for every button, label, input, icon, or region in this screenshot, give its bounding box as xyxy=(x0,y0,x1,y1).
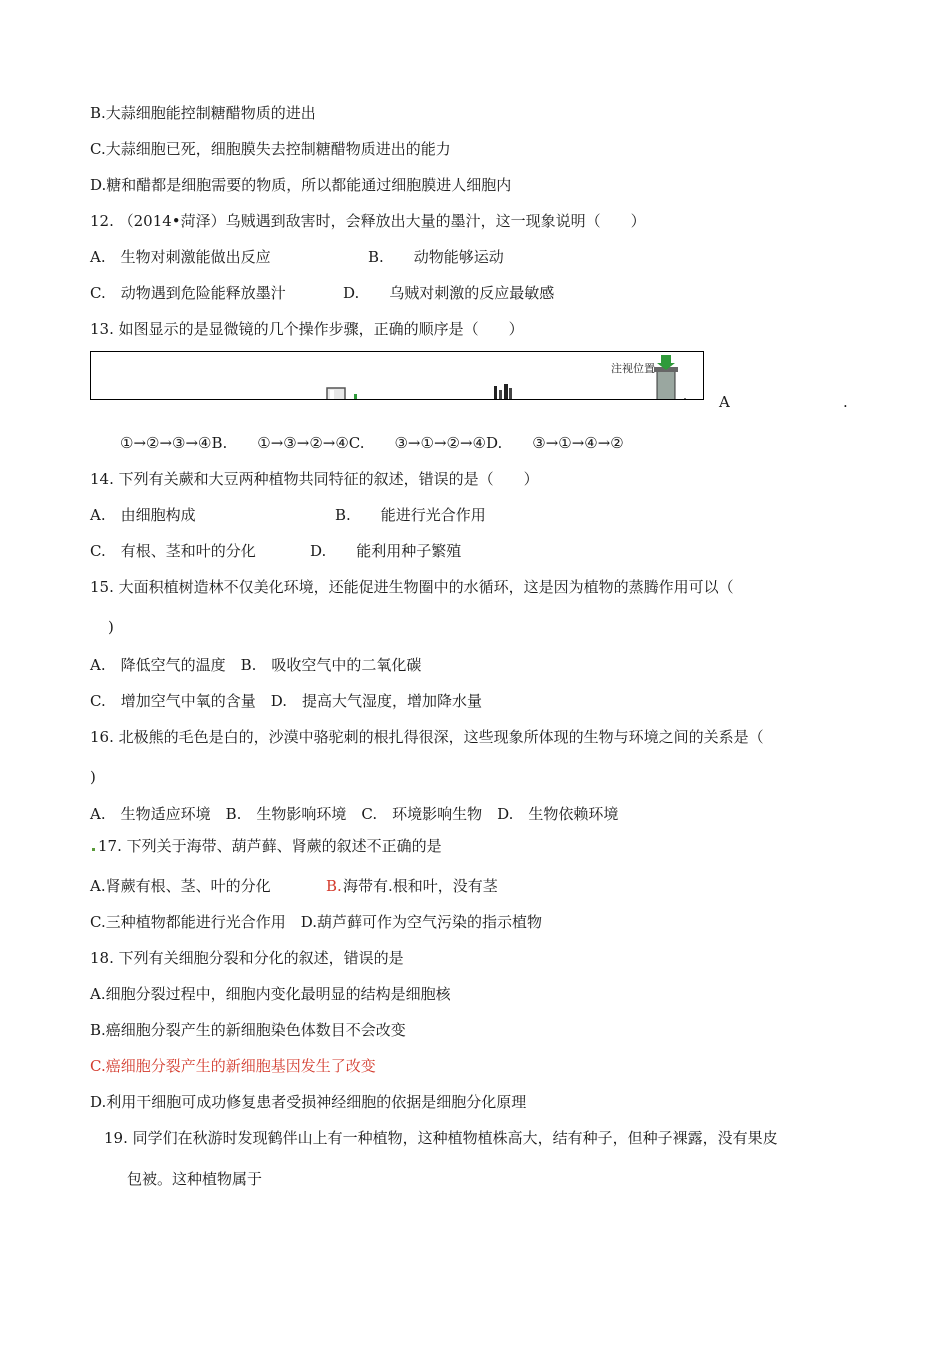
option-d-line: D.糖和醋都是细胞需要的物质，所以都能通过细胞膜进人细胞内 xyxy=(90,176,512,194)
q18-option-a: A.细胞分裂过程中，细胞内变化最明显的结构是细胞核 xyxy=(90,985,451,1003)
q17-options-cd: C.三种植物都能进行光合作用 D.葫芦藓可作为空气污染的指示植物 xyxy=(90,913,542,931)
question-12: 12. （2014•菏泽）乌贼遇到敌害时，会释放出大量的墨汁，这一现象说明（ ） xyxy=(90,212,646,230)
microscope-figure xyxy=(90,351,704,400)
figure-caption: 注视位置 xyxy=(611,362,655,375)
question-19-cont: 包被。这种植物属于 xyxy=(127,1170,263,1188)
q14-option-a: A. 由细胞构成 xyxy=(90,506,196,524)
q17-option-b-label: B. xyxy=(326,877,342,895)
q14-option-b: B. 能进行光合作用 xyxy=(335,506,486,524)
q18-option-c-answer: C.癌细胞分裂产生的新细胞基因发生了改变 xyxy=(90,1057,376,1075)
question-14: 14. 下列有关蕨和大豆两种植物共同特征的叙述，错误的是（ ） xyxy=(90,470,539,488)
green-mark xyxy=(92,848,95,851)
q12-option-b: B. 动物能够运动 xyxy=(368,248,504,266)
q18-option-b: B.癌细胞分裂产生的新细胞染色体数目不会改变 xyxy=(90,1021,406,1039)
microscope-steps-image xyxy=(91,352,704,400)
q12-option-a: A. 生物对刺激能做出反应 xyxy=(90,248,271,266)
question-16-close: ) xyxy=(90,768,96,786)
question-19: 19. 同学们在秋游时发现鹤伴山上有一种植物，这种植物植株高大，结有种子，但种子裸露，没有果皮 xyxy=(104,1129,778,1147)
q14-option-d: D. 能利用种子繁殖 xyxy=(310,542,462,560)
q13-option-a-dot: . xyxy=(843,393,848,411)
question-17: 17. 下列关于海带、葫芦藓、肾蕨的叙述不正确的是 xyxy=(98,837,442,855)
q13-options: ①→②→③→④B. ①→③→②→④C. ③→①→②→④D. ③→①→④→② xyxy=(120,434,624,452)
q13-option-a-label: A xyxy=(719,393,730,411)
q18-option-d: D.利用干细胞可成功修复患者受损神经细胞的依据是细胞分化原理 xyxy=(90,1093,527,1111)
q17-option-b-text: 海带有.根和叶，没有茎 xyxy=(343,877,498,895)
q14-option-c: C. 有根、茎和叶的分化 xyxy=(90,542,256,560)
question-16: 16. 北极熊的毛色是白的，沙漠中骆驼刺的根扎得很深，这些现象所体现的生物与环境之间的关系是（ xyxy=(90,728,764,746)
question-18: 18. 下列有关细胞分裂和分化的叙述，错误的是 xyxy=(90,949,404,967)
q15-options-ab: A. 降低空气的温度 B. 吸收空气中的二氧化碳 xyxy=(90,656,422,674)
q15-options-cd: C. 增加空气中氧的含量 D. 提高大气湿度，增加降水量 xyxy=(90,692,482,710)
option-c-line: C.大蒜细胞已死，细胞膜失去控制糖醋物质进出的能力 xyxy=(90,140,451,158)
q17-option-a: A.肾蕨有根、茎、叶的分化 xyxy=(90,877,271,895)
question-15: 15. 大面积植树造林不仅美化环境，还能促进生物圈中的水循环，这是因为植物的蒸腾作用可以（ xyxy=(90,578,734,596)
question-15-close: ) xyxy=(108,618,114,636)
q12-option-d: D. 乌贼对刺激的反应最敏感 xyxy=(343,284,555,302)
q12-option-c: C. 动物遇到危险能释放墨汁 xyxy=(90,284,286,302)
option-b-line: B.大蒜细胞能控制糖醋物质的进出 xyxy=(90,104,316,122)
q16-options: A. 生物适应环境 B. 生物影响环境 C. 环境影响生物 D. 生物依赖环境 xyxy=(90,805,619,823)
question-13: 13. 如图显示的是显微镜的几个操作步骤，正确的顺序是（ ） xyxy=(90,320,524,338)
